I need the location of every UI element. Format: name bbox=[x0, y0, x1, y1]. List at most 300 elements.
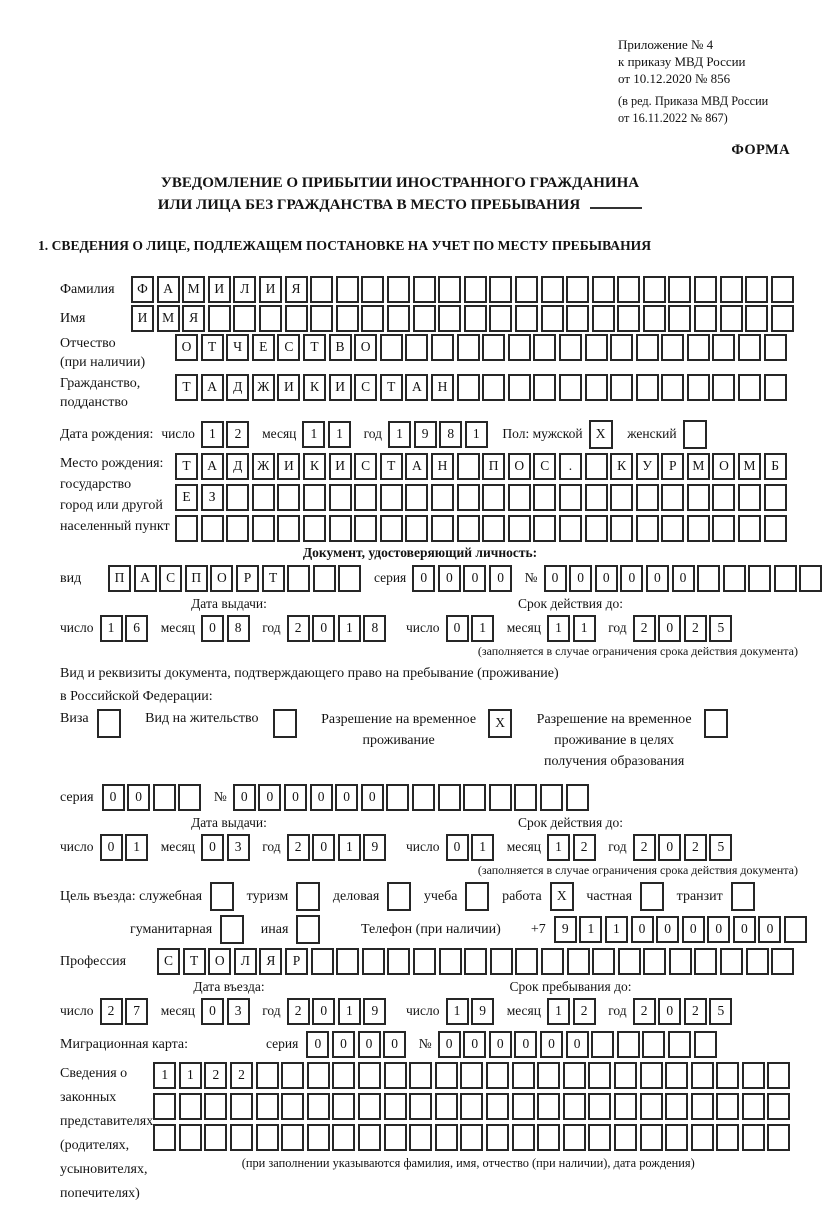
char-cell[interactable] bbox=[285, 305, 308, 332]
char-cell[interactable] bbox=[694, 1031, 717, 1058]
char-cell[interactable] bbox=[384, 1124, 407, 1151]
char-cell[interactable]: П bbox=[185, 565, 208, 592]
char-cell[interactable] bbox=[457, 374, 480, 401]
char-cell[interactable] bbox=[380, 515, 403, 542]
char-cell[interactable] bbox=[537, 1062, 560, 1089]
char-cell[interactable] bbox=[592, 948, 615, 975]
char-cell[interactable] bbox=[405, 484, 428, 511]
char-cell[interactable]: Н bbox=[431, 453, 454, 480]
char-cell[interactable] bbox=[642, 1031, 665, 1058]
char-cell[interactable] bbox=[771, 276, 794, 303]
char-cell[interactable] bbox=[514, 784, 537, 811]
char-cell[interactable] bbox=[771, 305, 794, 332]
char-cell[interactable]: 1 bbox=[388, 421, 411, 448]
char-cell[interactable]: 8 bbox=[227, 615, 250, 642]
char-cell[interactable]: 2 bbox=[204, 1062, 227, 1089]
char-cell[interactable]: 0 bbox=[544, 565, 567, 592]
char-cell[interactable]: Р bbox=[285, 948, 308, 975]
char-cell[interactable]: 3 bbox=[227, 834, 250, 861]
char-cell[interactable]: И bbox=[131, 305, 154, 332]
char-cell[interactable]: 0 bbox=[595, 565, 618, 592]
char-cell[interactable]: 0 bbox=[620, 565, 643, 592]
char-cell[interactable]: 0 bbox=[335, 784, 358, 811]
char-cell[interactable] bbox=[746, 948, 769, 975]
char-cell[interactable] bbox=[661, 484, 684, 511]
char-cell[interactable] bbox=[332, 1093, 355, 1120]
char-cell[interactable] bbox=[435, 1062, 458, 1089]
char-cell[interactable] bbox=[358, 1062, 381, 1089]
char-cell[interactable]: 2 bbox=[684, 834, 707, 861]
char-cell[interactable]: Н bbox=[431, 374, 454, 401]
char-cell[interactable]: 9 bbox=[554, 916, 577, 943]
char-cell[interactable] bbox=[486, 1124, 509, 1151]
char-cell[interactable]: 0 bbox=[127, 784, 150, 811]
char-cell[interactable]: 1 bbox=[547, 998, 570, 1025]
char-cell[interactable] bbox=[610, 515, 633, 542]
char-cell[interactable] bbox=[387, 948, 410, 975]
char-cell[interactable]: 2 bbox=[100, 998, 123, 1025]
char-cell[interactable] bbox=[566, 276, 589, 303]
char-cell[interactable] bbox=[204, 1124, 227, 1151]
char-cell[interactable] bbox=[643, 948, 666, 975]
char-cell[interactable]: 0 bbox=[463, 1031, 486, 1058]
char-cell[interactable] bbox=[413, 305, 436, 332]
char-cell[interactable]: 1 bbox=[201, 421, 224, 448]
char-cell[interactable]: А bbox=[201, 453, 224, 480]
char-cell[interactable]: 2 bbox=[230, 1062, 253, 1089]
char-cell[interactable] bbox=[438, 305, 461, 332]
char-cell[interactable] bbox=[687, 484, 710, 511]
char-cell[interactable]: Т bbox=[175, 374, 198, 401]
char-cell[interactable] bbox=[731, 882, 755, 911]
char-cell[interactable] bbox=[303, 484, 326, 511]
char-cell[interactable] bbox=[252, 484, 275, 511]
char-cell[interactable] bbox=[533, 334, 556, 361]
char-cell[interactable] bbox=[774, 565, 797, 592]
char-cell[interactable] bbox=[515, 948, 538, 975]
char-cell[interactable] bbox=[742, 1124, 765, 1151]
char-cell[interactable]: Я bbox=[285, 276, 308, 303]
char-cell[interactable]: Т bbox=[303, 334, 326, 361]
char-cell[interactable]: Ж bbox=[252, 374, 275, 401]
char-cell[interactable] bbox=[508, 515, 531, 542]
char-cell[interactable] bbox=[482, 374, 505, 401]
char-cell[interactable]: 1 bbox=[338, 998, 361, 1025]
char-cell[interactable]: 8 bbox=[439, 421, 462, 448]
char-cell[interactable] bbox=[694, 948, 717, 975]
char-cell[interactable]: М bbox=[182, 276, 205, 303]
char-cell[interactable] bbox=[311, 948, 334, 975]
char-cell[interactable] bbox=[413, 948, 436, 975]
char-cell[interactable] bbox=[559, 374, 582, 401]
char-cell[interactable] bbox=[515, 276, 538, 303]
char-cell[interactable]: Р bbox=[236, 565, 259, 592]
char-cell[interactable] bbox=[614, 1124, 637, 1151]
char-cell[interactable]: 1 bbox=[328, 421, 351, 448]
char-cell[interactable] bbox=[387, 882, 411, 911]
char-cell[interactable] bbox=[566, 305, 589, 332]
char-cell[interactable] bbox=[508, 484, 531, 511]
char-cell[interactable] bbox=[508, 334, 531, 361]
char-cell[interactable]: 0 bbox=[233, 784, 256, 811]
char-cell[interactable] bbox=[738, 484, 761, 511]
char-cell[interactable] bbox=[640, 1093, 663, 1120]
char-cell[interactable] bbox=[380, 484, 403, 511]
char-cell[interactable] bbox=[767, 1124, 790, 1151]
char-cell[interactable]: 1 bbox=[605, 916, 628, 943]
purpose-humanitarian-checkbox[interactable] bbox=[220, 915, 247, 944]
char-cell[interactable] bbox=[588, 1093, 611, 1120]
char-cell[interactable]: И bbox=[329, 374, 352, 401]
char-cell[interactable]: 2 bbox=[287, 834, 310, 861]
char-cell[interactable] bbox=[691, 1062, 714, 1089]
char-cell[interactable]: 1 bbox=[573, 615, 596, 642]
char-cell[interactable]: М bbox=[157, 305, 180, 332]
char-cell[interactable] bbox=[687, 374, 710, 401]
char-cell[interactable] bbox=[716, 1093, 739, 1120]
char-cell[interactable]: 2 bbox=[573, 998, 596, 1025]
char-cell[interactable]: Т bbox=[380, 453, 403, 480]
char-cell[interactable]: О bbox=[712, 453, 735, 480]
char-cell[interactable]: Е bbox=[252, 334, 275, 361]
char-cell[interactable] bbox=[665, 1062, 688, 1089]
char-cell[interactable] bbox=[559, 515, 582, 542]
char-cell[interactable] bbox=[307, 1093, 330, 1120]
char-cell[interactable] bbox=[636, 515, 659, 542]
char-cell[interactable] bbox=[296, 915, 320, 944]
char-cell[interactable] bbox=[742, 1062, 765, 1089]
char-cell[interactable] bbox=[256, 1062, 279, 1089]
char-cell[interactable] bbox=[533, 484, 556, 511]
char-cell[interactable] bbox=[431, 515, 454, 542]
char-cell[interactable] bbox=[489, 276, 512, 303]
char-cell[interactable] bbox=[764, 484, 787, 511]
char-cell[interactable] bbox=[457, 334, 480, 361]
char-cell[interactable]: 2 bbox=[633, 615, 656, 642]
char-cell[interactable]: Ч bbox=[226, 334, 249, 361]
char-cell[interactable] bbox=[537, 1093, 560, 1120]
char-cell[interactable] bbox=[712, 484, 735, 511]
char-cell[interactable]: 0 bbox=[489, 565, 512, 592]
char-cell[interactable] bbox=[256, 1093, 279, 1120]
char-cell[interactable] bbox=[610, 334, 633, 361]
char-cell[interactable]: 0 bbox=[284, 784, 307, 811]
char-cell[interactable] bbox=[592, 276, 615, 303]
char-cell[interactable] bbox=[409, 1093, 432, 1120]
char-cell[interactable] bbox=[354, 515, 377, 542]
char-cell[interactable] bbox=[512, 1093, 535, 1120]
char-cell[interactable]: Ж bbox=[252, 453, 275, 480]
char-cell[interactable] bbox=[508, 374, 531, 401]
char-cell[interactable] bbox=[489, 784, 512, 811]
char-cell[interactable] bbox=[567, 948, 590, 975]
char-cell[interactable] bbox=[307, 1062, 330, 1089]
char-cell[interactable] bbox=[457, 453, 480, 480]
char-cell[interactable] bbox=[405, 334, 428, 361]
char-cell[interactable] bbox=[431, 484, 454, 511]
char-cell[interactable]: О bbox=[210, 565, 233, 592]
char-cell[interactable] bbox=[332, 1062, 355, 1089]
char-cell[interactable] bbox=[435, 1124, 458, 1151]
char-cell[interactable] bbox=[691, 1124, 714, 1151]
char-cell[interactable]: 0 bbox=[412, 565, 435, 592]
char-cell[interactable]: А bbox=[157, 276, 180, 303]
char-cell[interactable]: 3 bbox=[227, 998, 250, 1025]
char-cell[interactable]: 0 bbox=[646, 565, 669, 592]
purpose-private-checkbox[interactable] bbox=[640, 882, 667, 911]
char-cell[interactable]: 0 bbox=[569, 565, 592, 592]
char-cell[interactable] bbox=[259, 305, 282, 332]
char-cell[interactable] bbox=[585, 374, 608, 401]
char-cell[interactable]: З bbox=[201, 484, 224, 511]
char-cell[interactable] bbox=[386, 784, 409, 811]
char-cell[interactable] bbox=[465, 882, 489, 911]
char-cell[interactable]: 0 bbox=[658, 998, 681, 1025]
char-cell[interactable]: 0 bbox=[258, 784, 281, 811]
char-cell[interactable] bbox=[97, 709, 121, 738]
char-cell[interactable] bbox=[720, 276, 743, 303]
purpose-other-checkbox[interactable] bbox=[296, 915, 323, 944]
char-cell[interactable] bbox=[764, 334, 787, 361]
char-cell[interactable] bbox=[636, 334, 659, 361]
char-cell[interactable]: И bbox=[277, 374, 300, 401]
char-cell[interactable] bbox=[661, 334, 684, 361]
char-cell[interactable]: О bbox=[508, 453, 531, 480]
char-cell[interactable] bbox=[591, 1031, 614, 1058]
char-cell[interactable] bbox=[362, 948, 385, 975]
char-cell[interactable] bbox=[563, 1124, 586, 1151]
char-cell[interactable] bbox=[336, 305, 359, 332]
char-cell[interactable] bbox=[486, 1062, 509, 1089]
char-cell[interactable]: 2 bbox=[684, 615, 707, 642]
char-cell[interactable] bbox=[563, 1093, 586, 1120]
char-cell[interactable]: А bbox=[201, 374, 224, 401]
char-cell[interactable] bbox=[784, 916, 807, 943]
char-cell[interactable] bbox=[464, 276, 487, 303]
char-cell[interactable]: X bbox=[589, 420, 613, 449]
char-cell[interactable]: С bbox=[533, 453, 556, 480]
char-cell[interactable] bbox=[712, 334, 735, 361]
char-cell[interactable] bbox=[281, 1093, 304, 1120]
char-cell[interactable]: 2 bbox=[684, 998, 707, 1025]
char-cell[interactable] bbox=[691, 1093, 714, 1120]
char-cell[interactable]: 1 bbox=[547, 615, 570, 642]
char-cell[interactable]: 0 bbox=[361, 784, 384, 811]
char-cell[interactable]: X bbox=[550, 882, 574, 911]
char-cell[interactable] bbox=[668, 276, 691, 303]
char-cell[interactable] bbox=[310, 276, 333, 303]
char-cell[interactable] bbox=[438, 784, 461, 811]
char-cell[interactable] bbox=[204, 1093, 227, 1120]
char-cell[interactable] bbox=[694, 305, 717, 332]
char-cell[interactable] bbox=[585, 334, 608, 361]
char-cell[interactable] bbox=[720, 305, 743, 332]
char-cell[interactable] bbox=[588, 1124, 611, 1151]
char-cell[interactable]: Б bbox=[764, 453, 787, 480]
char-cell[interactable] bbox=[541, 948, 564, 975]
char-cell[interactable]: Л bbox=[234, 948, 257, 975]
char-cell[interactable] bbox=[153, 1093, 176, 1120]
char-cell[interactable] bbox=[358, 1093, 381, 1120]
char-cell[interactable] bbox=[716, 1124, 739, 1151]
char-cell[interactable] bbox=[533, 515, 556, 542]
temp-permit-edu-checkbox[interactable] bbox=[704, 709, 731, 738]
char-cell[interactable] bbox=[226, 515, 249, 542]
char-cell[interactable]: 0 bbox=[514, 1031, 537, 1058]
char-cell[interactable] bbox=[617, 276, 640, 303]
char-cell[interactable] bbox=[226, 484, 249, 511]
char-cell[interactable] bbox=[668, 305, 691, 332]
char-cell[interactable]: 5 bbox=[709, 834, 732, 861]
char-cell[interactable]: К bbox=[303, 374, 326, 401]
char-cell[interactable] bbox=[610, 484, 633, 511]
char-cell[interactable] bbox=[585, 515, 608, 542]
sex-female-checkbox[interactable] bbox=[683, 420, 710, 449]
char-cell[interactable] bbox=[489, 305, 512, 332]
char-cell[interactable]: 5 bbox=[709, 998, 732, 1025]
char-cell[interactable] bbox=[799, 565, 822, 592]
char-cell[interactable]: М bbox=[687, 453, 710, 480]
char-cell[interactable] bbox=[640, 1124, 663, 1151]
char-cell[interactable] bbox=[380, 334, 403, 361]
char-cell[interactable] bbox=[329, 484, 352, 511]
char-cell[interactable] bbox=[464, 305, 487, 332]
char-cell[interactable]: 1 bbox=[446, 998, 469, 1025]
char-cell[interactable] bbox=[336, 948, 359, 975]
visa-checkbox[interactable] bbox=[97, 709, 124, 738]
char-cell[interactable]: 1 bbox=[179, 1062, 202, 1089]
char-cell[interactable]: 0 bbox=[682, 916, 705, 943]
char-cell[interactable] bbox=[307, 1124, 330, 1151]
char-cell[interactable] bbox=[310, 305, 333, 332]
char-cell[interactable] bbox=[175, 515, 198, 542]
char-cell[interactable]: 0 bbox=[463, 565, 486, 592]
char-cell[interactable]: 9 bbox=[363, 998, 386, 1025]
char-cell[interactable]: 9 bbox=[363, 834, 386, 861]
char-cell[interactable] bbox=[153, 1124, 176, 1151]
char-cell[interactable] bbox=[636, 484, 659, 511]
char-cell[interactable] bbox=[742, 1093, 765, 1120]
char-cell[interactable]: П bbox=[108, 565, 131, 592]
char-cell[interactable] bbox=[771, 948, 794, 975]
char-cell[interactable]: С bbox=[157, 948, 180, 975]
char-cell[interactable]: 0 bbox=[312, 834, 335, 861]
char-cell[interactable]: 0 bbox=[201, 615, 224, 642]
char-cell[interactable]: 0 bbox=[100, 834, 123, 861]
char-cell[interactable] bbox=[566, 784, 589, 811]
char-cell[interactable] bbox=[614, 1093, 637, 1120]
char-cell[interactable] bbox=[687, 515, 710, 542]
char-cell[interactable] bbox=[704, 709, 728, 738]
char-cell[interactable] bbox=[665, 1124, 688, 1151]
char-cell[interactable] bbox=[179, 1093, 202, 1120]
char-cell[interactable] bbox=[354, 484, 377, 511]
char-cell[interactable]: Р bbox=[661, 453, 684, 480]
residence-permit-checkbox[interactable] bbox=[273, 709, 300, 738]
char-cell[interactable]: 7 bbox=[125, 998, 148, 1025]
temp-permit-checkbox[interactable] bbox=[488, 709, 515, 738]
char-cell[interactable]: 0 bbox=[310, 784, 333, 811]
char-cell[interactable]: О bbox=[175, 334, 198, 361]
char-cell[interactable]: 2 bbox=[633, 998, 656, 1025]
char-cell[interactable]: 0 bbox=[631, 916, 654, 943]
char-cell[interactable]: Т bbox=[201, 334, 224, 361]
char-cell[interactable] bbox=[636, 374, 659, 401]
char-cell[interactable] bbox=[643, 305, 666, 332]
char-cell[interactable]: Д bbox=[226, 453, 249, 480]
char-cell[interactable] bbox=[361, 305, 384, 332]
char-cell[interactable] bbox=[738, 374, 761, 401]
char-cell[interactable]: И bbox=[208, 276, 231, 303]
char-cell[interactable] bbox=[296, 882, 320, 911]
char-cell[interactable]: С bbox=[159, 565, 182, 592]
char-cell[interactable]: Я bbox=[182, 305, 205, 332]
char-cell[interactable]: 0 bbox=[438, 565, 461, 592]
char-cell[interactable] bbox=[412, 784, 435, 811]
char-cell[interactable]: 5 bbox=[709, 615, 732, 642]
purpose-work-checkbox[interactable] bbox=[550, 882, 577, 911]
char-cell[interactable]: Т bbox=[175, 453, 198, 480]
char-cell[interactable]: М bbox=[738, 453, 761, 480]
char-cell[interactable] bbox=[313, 565, 336, 592]
char-cell[interactable]: X bbox=[488, 709, 512, 738]
char-cell[interactable]: А bbox=[134, 565, 157, 592]
char-cell[interactable] bbox=[332, 1124, 355, 1151]
char-cell[interactable] bbox=[665, 1093, 688, 1120]
char-cell[interactable]: Т bbox=[262, 565, 285, 592]
char-cell[interactable]: К bbox=[610, 453, 633, 480]
char-cell[interactable] bbox=[457, 515, 480, 542]
char-cell[interactable] bbox=[617, 1031, 640, 1058]
char-cell[interactable]: Т bbox=[183, 948, 206, 975]
char-cell[interactable]: 2 bbox=[226, 421, 249, 448]
char-cell[interactable] bbox=[537, 1124, 560, 1151]
char-cell[interactable]: Е bbox=[175, 484, 198, 511]
char-cell[interactable] bbox=[435, 1093, 458, 1120]
purpose-tourism-checkbox[interactable] bbox=[296, 882, 323, 911]
char-cell[interactable]: 0 bbox=[707, 916, 730, 943]
char-cell[interactable] bbox=[669, 948, 692, 975]
char-cell[interactable] bbox=[460, 1093, 483, 1120]
char-cell[interactable] bbox=[463, 784, 486, 811]
char-cell[interactable] bbox=[643, 276, 666, 303]
char-cell[interactable] bbox=[208, 305, 231, 332]
char-cell[interactable]: 1 bbox=[338, 615, 361, 642]
char-cell[interactable]: 0 bbox=[656, 916, 679, 943]
char-cell[interactable] bbox=[490, 948, 513, 975]
char-cell[interactable] bbox=[384, 1062, 407, 1089]
char-cell[interactable]: С bbox=[277, 334, 300, 361]
char-cell[interactable]: 0 bbox=[102, 784, 125, 811]
char-cell[interactable]: 0 bbox=[672, 565, 695, 592]
char-cell[interactable]: П bbox=[482, 453, 505, 480]
char-cell[interactable] bbox=[486, 1093, 509, 1120]
char-cell[interactable]: Т bbox=[380, 374, 403, 401]
char-cell[interactable]: 1 bbox=[153, 1062, 176, 1089]
char-cell[interactable] bbox=[361, 276, 384, 303]
char-cell[interactable]: 1 bbox=[471, 834, 494, 861]
char-cell[interactable]: 0 bbox=[306, 1031, 329, 1058]
char-cell[interactable]: 8 bbox=[363, 615, 386, 642]
char-cell[interactable]: И bbox=[329, 453, 352, 480]
char-cell[interactable] bbox=[336, 276, 359, 303]
char-cell[interactable] bbox=[767, 1093, 790, 1120]
char-cell[interactable]: 0 bbox=[540, 1031, 563, 1058]
purpose-official-checkbox[interactable] bbox=[210, 882, 237, 911]
char-cell[interactable]: 2 bbox=[633, 834, 656, 861]
char-cell[interactable]: 1 bbox=[579, 916, 602, 943]
char-cell[interactable] bbox=[387, 276, 410, 303]
